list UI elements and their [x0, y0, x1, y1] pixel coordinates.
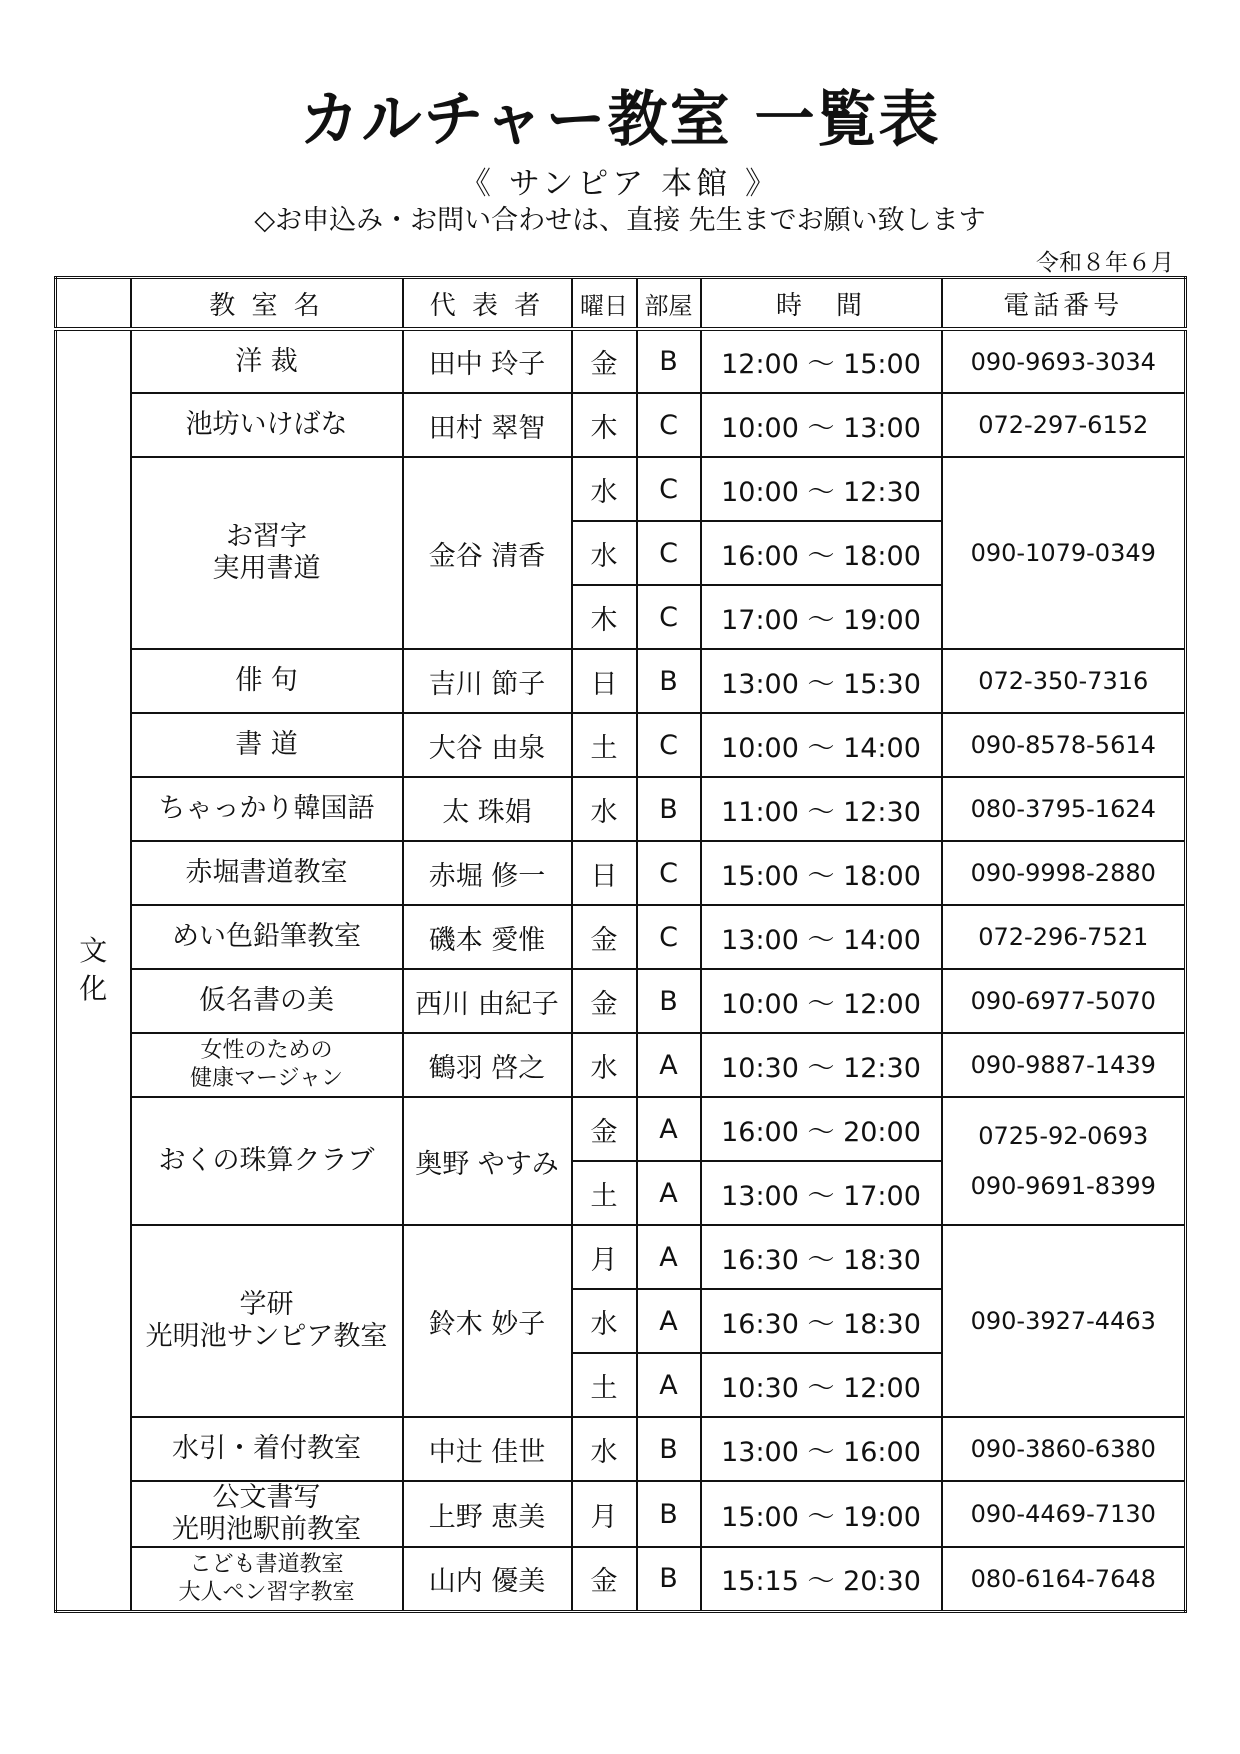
phone-cell: [942, 1033, 1186, 1097]
table-row: [56, 1481, 1186, 1547]
class-name: 水引・着付教室: [172, 1433, 361, 1464]
class-name: こども書道教室: [189, 1551, 344, 1577]
phone-cell: [942, 649, 1186, 713]
class-name-cell: [131, 713, 403, 777]
class-name: 光明池サンピア教室: [145, 1321, 388, 1352]
class-name-cell: [131, 329, 403, 393]
class-name: 池坊いけばな: [185, 409, 348, 440]
phone-cell: [942, 777, 1186, 841]
time-cell: 16:30 ～ 18:30: [701, 1225, 942, 1289]
class-name-cell: [131, 457, 403, 649]
class-name-cell: [131, 841, 403, 905]
class-name-cell: [131, 969, 403, 1033]
day-cell: 水: [572, 457, 637, 521]
time-cell: 13:00 ～ 15:30: [701, 649, 942, 713]
day-cell: 金: [572, 969, 637, 1033]
class-name: めい色鉛筆教室: [172, 921, 361, 952]
representative-cell: 西川 由紀子: [403, 969, 572, 1033]
class-name: 洋 裁: [235, 345, 298, 377]
class-name: 実用書道: [212, 553, 321, 584]
time-cell: 16:00 ～ 20:00: [701, 1097, 942, 1161]
phone-cell: [942, 969, 1186, 1033]
phone-number: 090-3860-6380: [970, 1435, 1156, 1463]
room-cell: A: [637, 1161, 701, 1225]
representative-cell: 赤堀 修一: [403, 841, 572, 905]
room-cell: B: [637, 1481, 701, 1547]
representative-cell: 中辻 佳世: [403, 1417, 572, 1481]
room-cell: A: [637, 1033, 701, 1097]
day-cell: 土: [572, 713, 637, 777]
phone-cell: [942, 1097, 1186, 1225]
day-cell: 金: [572, 329, 637, 393]
header-class-name: 教 室 名: [131, 278, 403, 330]
phone-number: 0725-92-0693: [978, 1122, 1149, 1150]
time-cell: 13:00 ～ 14:00: [701, 905, 942, 969]
room-cell: A: [637, 1289, 701, 1353]
phone-number: 080-3795-1624: [970, 795, 1156, 823]
representative-cell: 鶴羽 啓之: [403, 1033, 572, 1097]
representative-cell: 大谷 由泉: [403, 713, 572, 777]
day-cell: 土: [572, 1353, 637, 1417]
category-cell: [56, 329, 131, 1611]
representative-cell: 太 珠娟: [403, 777, 572, 841]
time-cell: 11:00 ～ 12:30: [701, 777, 942, 841]
phone-number: 090-4469-7130: [970, 1500, 1156, 1528]
header-phone: 電話番号: [942, 278, 1186, 330]
phone-number: 090-9693-3034: [970, 347, 1156, 376]
header-day: 曜日: [572, 278, 637, 330]
room-cell: B: [637, 1547, 701, 1611]
class-name-cell: [131, 1481, 403, 1547]
phone-number: 090-8578-5614: [970, 731, 1156, 759]
phone-number: 090-3927-4463: [970, 1307, 1156, 1335]
class-name-cell: [131, 905, 403, 969]
class-name: お習字: [226, 521, 307, 552]
representative-cell: 鈴木 妙子: [403, 1225, 572, 1417]
phone-cell: [942, 1481, 1186, 1547]
phone-cell: [942, 393, 1186, 457]
phone-cell: [942, 713, 1186, 777]
table-body: [56, 329, 1186, 1611]
table-row: [56, 457, 1186, 521]
phone-number: 090-6977-5070: [970, 987, 1156, 1015]
representative-cell: 上野 恵美: [403, 1481, 572, 1547]
phone-cell: [942, 457, 1186, 649]
header-room: 部屋: [637, 278, 701, 330]
class-schedule-table: [54, 276, 1187, 1613]
representative-cell: 田中 玲子: [403, 329, 572, 393]
class-name: 仮名書の美: [199, 985, 334, 1016]
room-cell: A: [637, 1097, 701, 1161]
room-cell: C: [637, 713, 701, 777]
phone-number: 090-9691-8399: [970, 1172, 1156, 1200]
room-cell: B: [637, 1417, 701, 1481]
representative-cell: 山内 優美: [403, 1547, 572, 1611]
room-cell: B: [637, 649, 701, 713]
day-cell: 日: [572, 649, 637, 713]
phone-cell: [942, 1225, 1186, 1417]
class-name-cell: [131, 1547, 403, 1611]
table-row: [56, 649, 1186, 713]
table-row: [56, 393, 1186, 457]
time-cell: 10:30 ～ 12:00: [701, 1353, 942, 1417]
class-name-cell: [131, 1033, 403, 1097]
day-cell: 月: [572, 1225, 637, 1289]
room-cell: C: [637, 905, 701, 969]
time-cell: 10:00 ～ 14:00: [701, 713, 942, 777]
time-cell: 15:00 ～ 19:00: [701, 1481, 942, 1547]
building-subtitle: 《 サンピア 本館 》: [459, 166, 780, 202]
day-cell: 水: [572, 1033, 637, 1097]
day-cell: 日: [572, 841, 637, 905]
time-cell: 16:30 ～ 18:30: [701, 1289, 942, 1353]
class-name: 大人ペン習字教室: [178, 1579, 355, 1605]
table-row: [56, 777, 1186, 841]
room-cell: C: [637, 393, 701, 457]
time-cell: 13:00 ～ 16:00: [701, 1417, 942, 1481]
phone-number: 072-350-7316: [978, 667, 1149, 695]
table-row: [56, 1547, 1186, 1611]
class-name: 女性のための: [200, 1038, 333, 1063]
phone-cell: [942, 841, 1186, 905]
table-row: [56, 1033, 1186, 1097]
time-cell: 10:30 ～ 12:30: [701, 1033, 942, 1097]
table-row: [56, 1225, 1186, 1289]
table-row: [56, 1097, 1186, 1161]
room-cell: B: [637, 329, 701, 393]
time-cell: 15:15 ～ 20:30: [701, 1547, 942, 1611]
contact-notice: ◇お申込み・お問い合わせは、直接 先生までお願い致します: [254, 205, 986, 236]
class-name: 光明池駅前教室: [172, 1514, 361, 1545]
class-name-cell: [131, 393, 403, 457]
category-label: 化: [79, 972, 108, 1006]
time-cell: 16:00 ～ 18:00: [701, 521, 942, 585]
phone-number: 072-296-7521: [978, 923, 1149, 951]
time-cell: 12:00 ～ 15:00: [701, 329, 942, 393]
phone-number: 090-9887-1439: [970, 1051, 1156, 1079]
phone-cell: [942, 1547, 1186, 1611]
representative-cell: 田村 翠智: [403, 393, 572, 457]
room-cell: C: [637, 585, 701, 649]
header-category: [56, 278, 131, 330]
phone-number: 090-1079-0349: [970, 539, 1156, 567]
time-cell: 17:00 ～ 19:00: [701, 585, 942, 649]
day-cell: 金: [572, 1097, 637, 1161]
class-name: 俳 句: [235, 665, 298, 696]
table-row: [56, 329, 1186, 393]
representative-cell: 吉川 節子: [403, 649, 572, 713]
class-name-cell: [131, 1225, 403, 1417]
table-row: [56, 969, 1186, 1033]
table-row: [56, 905, 1186, 969]
time-cell: 15:00 ～ 18:00: [701, 841, 942, 905]
room-cell: B: [637, 969, 701, 1033]
day-cell: 金: [572, 1547, 637, 1611]
class-name: 学研: [239, 1289, 294, 1320]
issue-date: 令和８年６月: [1036, 250, 1174, 276]
time-cell: 10:00 ～ 13:00: [701, 393, 942, 457]
phone-number: 080-6164-7648: [970, 1564, 1156, 1593]
room-cell: A: [637, 1225, 701, 1289]
phone-number: 090-9998-2880: [970, 859, 1156, 887]
class-name-cell: [131, 649, 403, 713]
class-name-cell: [131, 777, 403, 841]
day-cell: 水: [572, 1417, 637, 1481]
phone-number: 072-297-6152: [978, 411, 1149, 439]
phone-cell: [942, 1417, 1186, 1481]
header-time: 時 間: [701, 278, 942, 330]
table-header-row: [56, 278, 1186, 330]
representative-cell: 奥野 やすみ: [403, 1097, 572, 1225]
room-cell: B: [637, 777, 701, 841]
time-cell: 10:00 ～ 12:00: [701, 969, 942, 1033]
class-name: 書 道: [235, 729, 298, 760]
table-row: [56, 713, 1186, 777]
header-representative: 代 表 者: [403, 278, 572, 330]
page-title: カルチャー教室 一覧表: [299, 85, 941, 155]
class-name: 赤堀書道教室: [185, 857, 348, 888]
day-cell: 金: [572, 905, 637, 969]
table-row: [56, 1417, 1186, 1481]
class-name: 公文書写: [212, 1482, 321, 1513]
day-cell: 木: [572, 393, 637, 457]
class-name: 健康マージャン: [189, 1066, 344, 1091]
day-cell: 水: [572, 1289, 637, 1353]
phone-cell: [942, 329, 1186, 393]
representative-cell: 磯本 愛惟: [403, 905, 572, 969]
day-cell: 水: [572, 521, 637, 585]
day-cell: 木: [572, 585, 637, 649]
phone-cell: [942, 905, 1186, 969]
class-name-cell: [131, 1097, 403, 1225]
class-name: おくの珠算クラブ: [158, 1145, 375, 1176]
time-cell: 10:00 ～ 12:30: [701, 457, 942, 521]
room-cell: A: [637, 1353, 701, 1417]
table-row: [56, 841, 1186, 905]
day-cell: 月: [572, 1481, 637, 1547]
room-cell: C: [637, 841, 701, 905]
class-name: ちゃっかり韓国語: [158, 793, 375, 824]
room-cell: C: [637, 521, 701, 585]
day-cell: 土: [572, 1161, 637, 1225]
room-cell: C: [637, 457, 701, 521]
representative-cell: 金谷 清香: [403, 457, 572, 649]
class-name-cell: [131, 1417, 403, 1481]
category-label: 文: [79, 934, 108, 968]
time-cell: 13:00 ～ 17:00: [701, 1161, 942, 1225]
day-cell: 水: [572, 777, 637, 841]
